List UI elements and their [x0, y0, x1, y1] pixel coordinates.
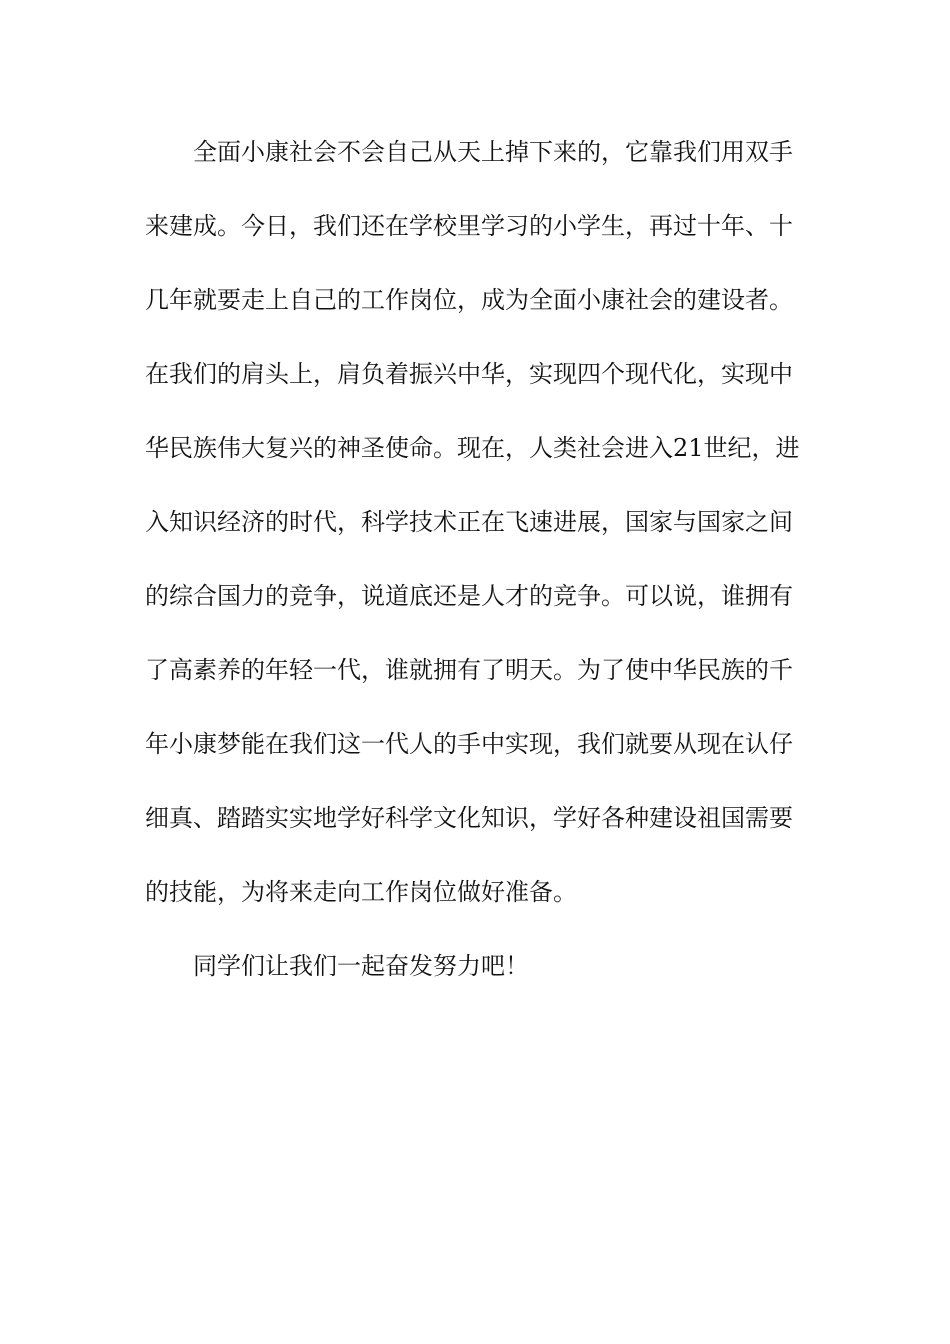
paragraph-1-line-6: 入知识经济的时代，科学技术正在飞速进展，国家与国家之间 — [145, 508, 793, 536]
paragraph-1-line-3: 几年就要走上自己的工作岗位，成为全面小康社会的建设者。 — [145, 286, 793, 314]
paragraph-1-line-5: 华民族伟大复兴的神圣使命。现在，人类社会进入21世纪，进 — [145, 434, 800, 462]
paragraph-1-line-7: 的综合国力的竞争，说道底还是人才的竞争。可以说，谁拥有 — [145, 582, 793, 610]
paragraph-1-line-11: 的技能，为将来走向工作岗位做好准备。 — [145, 878, 577, 906]
paragraph-1-line-1: 全面小康社会不会自己从天上掉下来的，它靠我们用双手 — [193, 138, 793, 166]
paragraph-1-line-9: 年小康梦能在我们这一代人的手中实现，我们就要从现在认仔 — [145, 730, 793, 758]
paragraph-1-line-2: 来建成。今日，我们还在学校里学习的小学生，再过十年、十 — [145, 212, 793, 240]
paragraph-1-line-8: 了高素养的年轻一代，谁就拥有了明天。为了使中华民族的千 — [145, 656, 793, 684]
paragraph-2: 同学们让我们一起奋发努力吧！ — [193, 952, 529, 980]
paragraph-1-line-10: 细真、踏踏实实地学好科学文化知识，学好各种建设祖国需要 — [145, 804, 793, 832]
paragraph-1-line-4: 在我们的肩头上，肩负着振兴中华，实现四个现代化，实现中 — [145, 360, 793, 388]
